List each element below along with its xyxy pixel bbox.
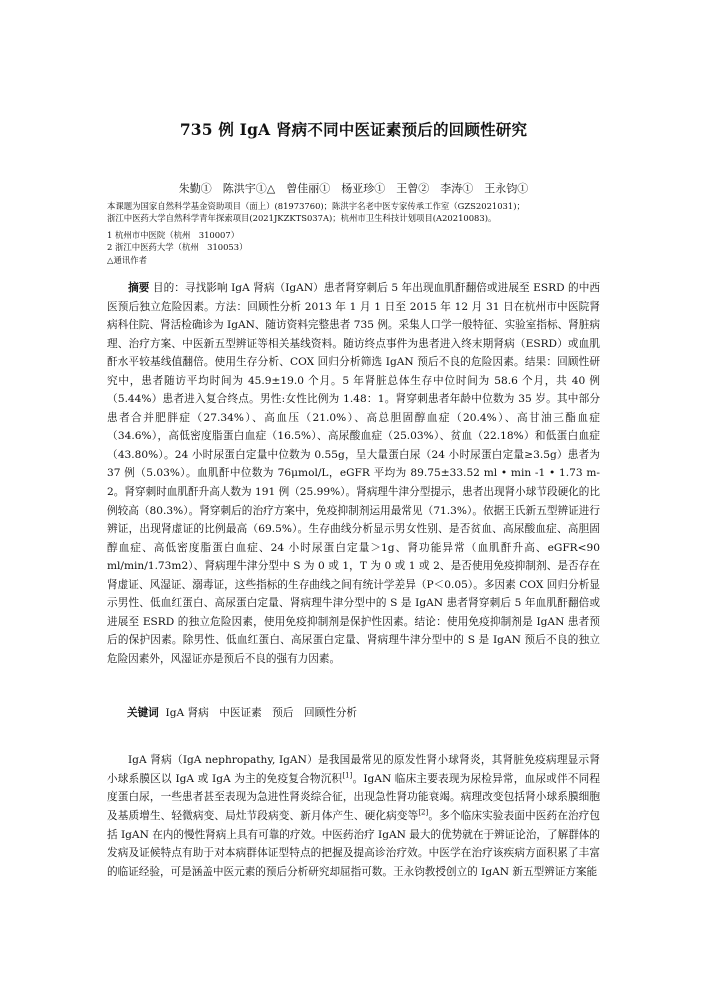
affiliation-line: 1 杭州市中医院（杭州 310007） <box>107 230 240 240</box>
affiliation-line: 2 浙江中医药大学（杭州 310053） <box>107 242 248 253</box>
body-text: 。IgAN 临床主要表现为尿检异常，血尿或伴不同程度蛋白尿，一些患者甚至表现为急进性肾炎综合征，出现急性肾功能衰竭。病理改变包括肾小球系膜细胞及基质增生、轻微病变、局灶节段病变、新月体产生、硬化病变等 <box>107 772 600 822</box>
citation-ref: [1] <box>342 771 353 780</box>
introduction-paragraph <box>107 751 600 882</box>
affiliations <box>107 229 607 266</box>
abstract-text: 目的：寻找影响 IgA 肾病（IgAN）患者肾穿刺后 5 年出现血肌酐翻倍或进展至 ESRD 的中西医预后独立危险因素。方法：回顾性分析 2013 年 1 月 1 日至 2015 年 12 月 31 日在杭州市中医院肾病科住院、肾活检确诊为 IgAN、随访资料完整患者 735 例。采集人口学一般特征、实验室指标、肾脏病理、治疗方案、中医新五型辨证等相关基线资料。随访终点事件为患者进入终末期肾病（ESRD）或血肌酐水平较基线值翻倍。使用生存分析、COX 回归分析筛选 IgAN 预后不良的危险因素。结果：回顾性研究中，患者随访平均时间为 45.9±19.0 个月。5 年肾脏总体生存中位时间为 58.6 个月，共 40 例（5.44%）患者进入复合终点。男性:女性比例为 1.48：1。肾穿刺患者年龄中位数为 35 岁。其中部分患者合并肥胖症（27.34%）、高血压（21.0%）、高总胆固醇血症（20.4%）、高甘油三酯血症（34.6%），高低密度脂蛋白血症（16.5%）、高尿酸血症（25.03%）、贫血（22.18%）和低蛋白血症（43.80%）。24 小时尿蛋白定量中位数为 0.55g，呈大量蛋白尿（24 小时尿蛋白定量≥3.5g）患者为 37 例（5.03%）。血肌酐中位数为 76μmol/L，eGFR 平均为 89.75±33.52 ml • min -1 • 1.73 m-2。肾穿刺时血肌酐升高人数为 191 例（25.99%）。肾病理牛津分型提示，患者出现肾小球节段硬化的比例较高（80.3%）。肾穿刺后的治疗方案中，免疫抑制剂运用最常见（71.3%）。依据王氏新五型辨证进行辨证，出现肾虚证的比例最高（69.5%）。生存曲线分析显示男女性别、是否贫血、高尿酸血症、高胆固醇血症、高低密度脂蛋白血症、24 小时尿蛋白定量＞1g、肾功能异常（血肌酐升高、eGFR<90 ml/min/1.73m2）、肾病理牛津分型中 S 为 0 或 1，T 为 0 或 1 或 2、是否使用免疫抑制剂、是否存在肾虚证、风湿证、溺毒证，这些指标的生存曲线之间有统计学差异（P＜0.05）。多因素 COX 回归分析显示男性、低血红蛋白、高尿蛋白定量、肾病理牛津分型中的 S 是 IgAN 患者肾穿刺后 5 年血肌酐翻倍或进展至 ESRD 的独立危险因素，使用免疫抑制剂是保护性因素。结论：使用免疫抑制剂是 IgAN 患者预后的保护因素。除男性、低血红蛋白、高尿蛋白定量、肾病理牛津分型中的 S 是 IgAN 预后不良的独立危险因素外，风湿证亦是预后不良的强有力因素。 <box>107 282 601 665</box>
funding-line: 本课题为国家自然科学基金资助项目（面上）(81973760)；陈洪宇名老中医专家传承工作室（GZS2021031)； <box>107 201 525 211</box>
funding-note <box>107 200 607 225</box>
citation-ref: [2] <box>418 808 429 817</box>
funding-line: 浙江中医药大学自然科学青年探索项目(2021JKZKTS037A)；杭州市卫生科技计划项目(A20210083)。 <box>107 213 497 224</box>
keywords <box>127 705 357 720</box>
corresponding-author-note: △通讯作者 <box>107 254 147 265</box>
keywords-label: 关键词 <box>127 707 159 719</box>
body-text: 。多个临床实验表面中医药在治疗包括 IgAN 在内的慢性肾病上具有可靠的疗效。中医药治疗 IgAN 最大的优势就在于辨证论治，了解群体的发病及证候特点有助于对本病群体证型特点的把握及提高诊治疗效。中医学在治疗该疾病方面积累了丰富的临证经验，可是涵盖中医元素的预后分析研究却屈指可数。王永钧教授创立的 IgAN 新五型辨证方案能 <box>107 809 601 878</box>
paper-title: 735 例 IgA 肾病不同中医证素预后的回顾性研究 <box>179 120 528 139</box>
abstract <box>107 279 600 668</box>
abstract-label: 摘要 <box>128 282 150 294</box>
body-text: IgA 肾病（IgA nephropathy, IgAN）是我国最常见的原发性肾小球肾炎，其肾脏免疫病理显示肾小球系膜区以 IgA 或 IgA 为主的免疫复合物沉积 <box>107 754 600 785</box>
keywords-text: IgA 肾病 中医证素 预后 回顾性分析 <box>165 707 358 719</box>
author-list: 朱勤① 陈洪宇①△ 曾佳丽① 杨亚珍① 王曾② 李涛① 王永钧① <box>178 182 529 195</box>
